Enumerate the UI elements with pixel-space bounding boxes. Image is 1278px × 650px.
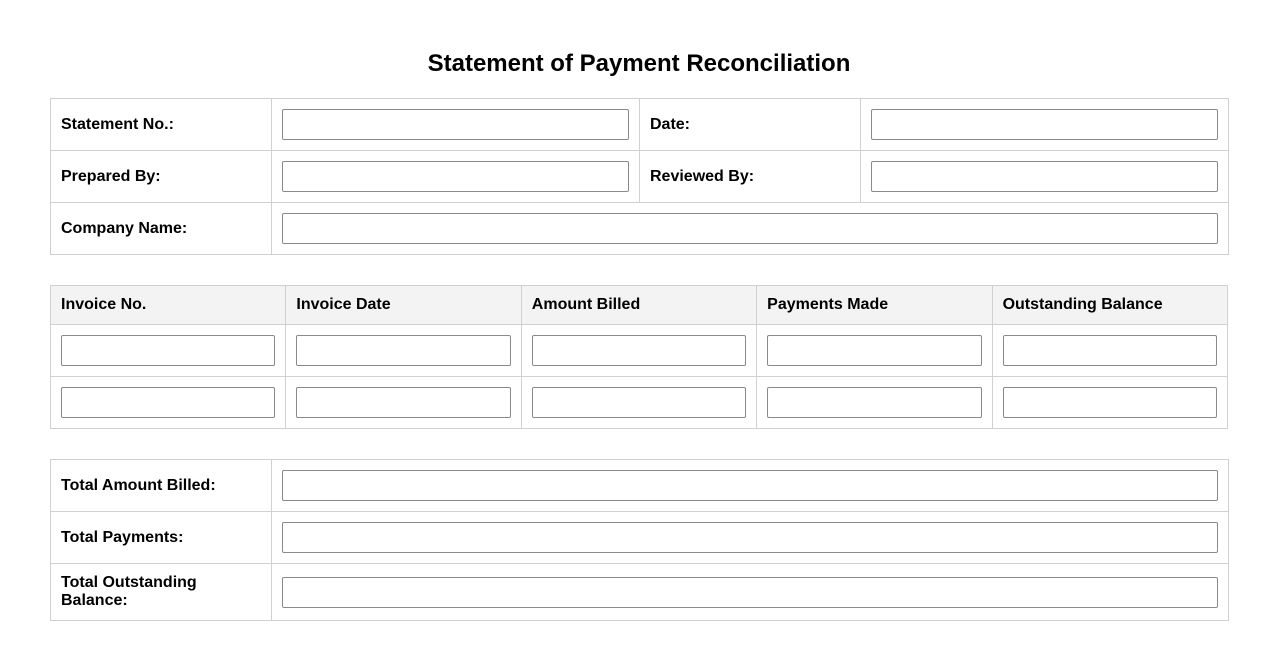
total-payments-row [51,512,1229,564]
outstanding-balance-input[interactable] [1003,387,1217,418]
table-row [51,377,1228,429]
column-header-invoice-no: Invoice No. [51,286,286,325]
reviewed-by-label: Reviewed By: [640,151,861,203]
column-header-amount-billed: Amount Billed [521,286,756,325]
table-row [51,325,1228,377]
statement-info-table [50,98,1229,255]
column-header-payments-made: Payments Made [757,286,992,325]
column-header-outstanding-balance: Outstanding Balance [992,286,1227,325]
total-amount-billed-input[interactable] [282,470,1218,501]
outstanding-balance-input[interactable] [1003,335,1217,366]
invoice-date-input[interactable] [296,335,510,366]
prepared-by-label: Prepared By: [51,151,272,203]
totals-table [50,459,1229,621]
invoice-header-row [51,286,1228,325]
invoice-table [50,285,1228,429]
payments-made-input[interactable] [767,387,981,418]
amount-billed-input[interactable] [532,387,746,418]
company-row [51,203,1229,255]
prepared-row [51,151,1229,203]
reviewed-by-input[interactable] [871,161,1218,192]
company-name-label: Company Name: [51,203,272,255]
total-billed-row [51,460,1229,512]
amount-billed-input[interactable] [532,335,746,366]
column-header-invoice-date: Invoice Date [286,286,521,325]
total-outstanding-balance-label: Total Outstanding Balance: [51,564,272,621]
statement-no-label: Statement No.: [51,99,272,151]
total-outstanding-row [51,564,1229,621]
total-outstanding-balance-input[interactable] [282,577,1218,608]
page-title: Statement of Payment Reconciliation [427,50,851,77]
statement-no-input[interactable] [282,109,629,140]
payments-made-input[interactable] [767,335,981,366]
total-amount-billed-label: Total Amount Billed: [51,460,272,512]
date-input[interactable] [871,109,1218,140]
invoice-no-input[interactable] [61,335,275,366]
company-name-input[interactable] [282,213,1218,244]
invoice-date-input[interactable] [296,387,510,418]
total-payments-input[interactable] [282,522,1218,553]
prepared-by-input[interactable] [282,161,629,192]
invoice-no-input[interactable] [61,387,275,418]
statement-row [51,99,1229,151]
total-payments-label: Total Payments: [51,512,272,564]
date-label: Date: [640,99,861,151]
